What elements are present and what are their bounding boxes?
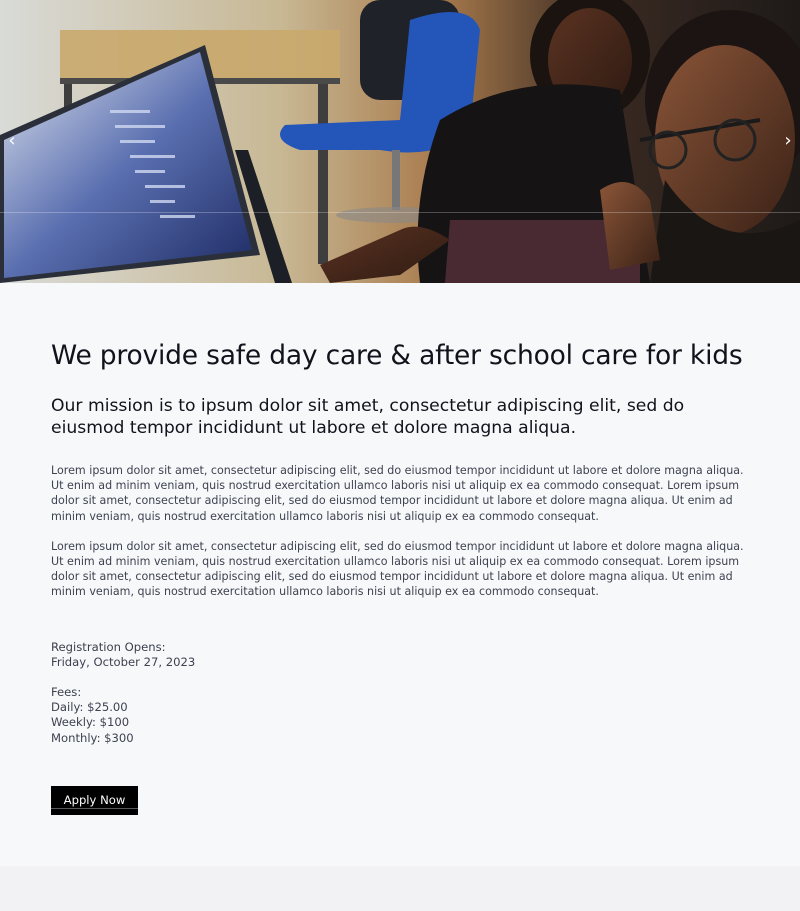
body-paragraph-1: Lorem ipsum dolor sit amet, consectetur adipiscing elit, sed do eiusmod tempor incididunt ut labore et dolore magna aliqua. Ut enim ad minim veniam, quis nostrud exercitation ullamco laboris nisi ut aliquip ex ea commodo consequat. Lorem ipsum dolor sit amet, consectetur adipiscing elit, sed do eiusmod tempor incididunt ut labore et dolore magna aliqua. Ut enim ad minim veniam, quis nostrud exercitation ullamco laboris nisi ut aliquip ex ea commodo consequat. (51, 464, 744, 523)
main-content (51, 283, 751, 815)
carousel-prev-icon[interactable]: ‹ (8, 130, 16, 151)
fee-weekly: Weekly: $100 (51, 715, 130, 730)
footer-strip (0, 866, 800, 911)
hero-carousel (0, 0, 800, 283)
registration-info (51, 640, 751, 670)
carousel-next-icon[interactable]: › (784, 130, 792, 151)
registration-label: Registration Opens: (51, 639, 166, 654)
fees-info (51, 685, 751, 746)
fee-daily: Daily: $25.00 (51, 700, 128, 715)
hero-image (0, 0, 800, 283)
page-title: We provide safe day care & after school care for kids (51, 340, 743, 371)
registration-date: Friday, October 27, 2023 (51, 654, 196, 669)
body-paragraph-2: Lorem ipsum dolor sit amet, consectetur adipiscing elit, sed do eiusmod tempor incididunt ut labore et dolore magna aliqua. Ut enim ad minim veniam, quis nostrud exercitation ullamco laboris nisi ut aliquip ex ea commodo consequat. Lorem ipsum dolor sit amet, consectetur adipiscing elit, sed do eiusmod tempor incididunt ut labore et dolore magna aliqua. Ut enim ad minim veniam, quis nostrud exercitation ullamco laboris nisi ut aliquip ex ea commodo consequat. (51, 539, 744, 599)
fee-monthly: Monthly: $300 (51, 730, 134, 745)
fees-label: Fees: (51, 685, 82, 700)
mission-statement: Our mission is to ipsum dolor sit amet, consectetur adipiscing elit, sed do eiusmod tempor incididunt ut labore et dolore magna aliqua. (51, 396, 685, 438)
apply-now-button[interactable]: Apply Now (51, 786, 138, 815)
